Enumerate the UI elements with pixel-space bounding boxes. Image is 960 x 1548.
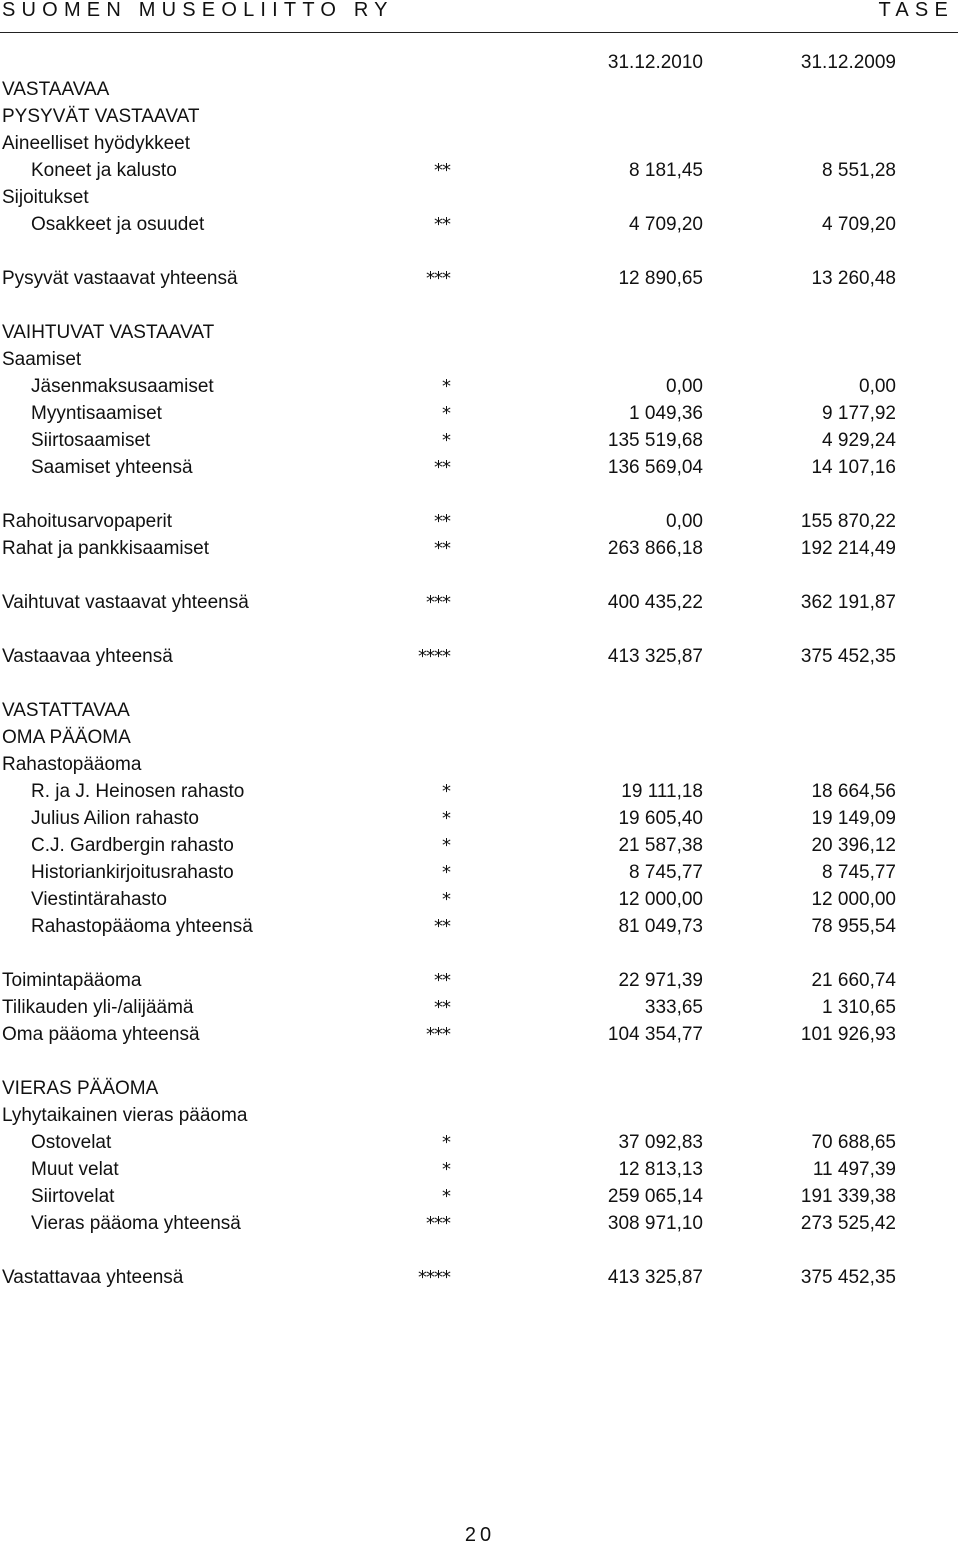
row-label: VAIHTUVAT VASTAAVAT [2, 322, 215, 343]
row-stars: *** [426, 268, 450, 289]
row-label: Jäsenmaksusaamiset [31, 376, 214, 397]
row-label: Oma pääoma yhteensä [2, 1024, 200, 1045]
value-2009: 4 709,20 [822, 214, 896, 235]
row-label: Osakkeet ja osuudet [31, 214, 205, 235]
row-label: Muut velat [31, 1159, 119, 1180]
value-2010: 263 866,18 [607, 538, 703, 559]
row-label: OMA PÄÄOMA [2, 727, 131, 748]
document-header [0, 0, 958, 33]
table-row [0, 373, 960, 400]
value-2009: 8 745,77 [822, 862, 896, 883]
row-stars: * [442, 1159, 450, 1180]
value-2010: 135 519,68 [607, 430, 703, 451]
row-stars: ** [434, 970, 450, 991]
value-2009: 70 688,65 [811, 1132, 896, 1153]
table-row [0, 184, 960, 211]
value-2010: 19 111,18 [621, 781, 703, 802]
table-row [0, 1156, 960, 1183]
table-row [0, 346, 960, 373]
table-row [0, 454, 960, 481]
value-2009: 21 660,74 [811, 970, 896, 991]
table-row [0, 967, 960, 994]
table-row [0, 319, 960, 346]
row-label: VIERAS PÄÄOMA [2, 1078, 159, 1099]
value-2009: 101 926,93 [800, 1024, 896, 1045]
value-2009: 14 107,16 [811, 457, 896, 478]
row-stars: ** [434, 214, 450, 235]
table-row [0, 1129, 960, 1156]
row-label: Siirtosaamiset [31, 430, 151, 451]
row-label: Vastaavaa yhteensä [2, 646, 173, 667]
value-2010: 0,00 [666, 511, 703, 532]
table-row [0, 508, 960, 535]
value-2009: 273 525,42 [800, 1213, 896, 1234]
row-label: VASTATTAVAA [2, 700, 130, 721]
table-row [0, 76, 960, 103]
row-stars: ** [434, 538, 450, 559]
row-stars: * [442, 889, 450, 910]
row-stars: ** [434, 457, 450, 478]
table-row [0, 859, 960, 886]
value-2010: 81 049,73 [618, 916, 703, 937]
row-label: Myyntisaamiset [31, 403, 162, 424]
value-2010: 19 605,40 [618, 808, 703, 829]
table-row [0, 400, 960, 427]
row-label: Historiankirjoitusrahasto [31, 862, 234, 883]
value-2010: 308 971,10 [607, 1213, 703, 1234]
table-row [0, 1075, 960, 1102]
value-2010: 37 092,83 [618, 1132, 703, 1153]
row-stars: ** [434, 997, 450, 1018]
row-label: Vieras pääoma yhteensä [31, 1213, 241, 1234]
row-label: Viestintärahasto [31, 889, 167, 910]
table-row [0, 265, 960, 292]
value-2010: 400 435,22 [607, 592, 703, 613]
table-row [0, 157, 960, 184]
value-2010: 333,65 [644, 997, 703, 1018]
row-label: Aineelliset hyödykkeet [2, 133, 190, 154]
value-2009: 8 551,28 [822, 160, 896, 181]
row-label: Tilikauden yli-/alijäämä [2, 997, 194, 1018]
row-stars: **** [418, 646, 450, 667]
row-label: Sijoitukset [2, 187, 89, 208]
table-row [0, 589, 960, 616]
value-2010: 8 745,77 [629, 862, 703, 883]
row-label: C.J. Gardbergin rahasto [31, 835, 234, 856]
value-2010: 8 181,45 [629, 160, 703, 181]
value-2010: 4 709,20 [629, 214, 703, 235]
value-2009: 18 664,56 [811, 781, 896, 802]
table-row [0, 805, 960, 832]
row-stars: * [442, 403, 450, 424]
row-stars: * [442, 1132, 450, 1153]
row-label: Rahat ja pankkisaamiset [2, 538, 209, 559]
row-label: Lyhytaikainen vieras pääoma [2, 1105, 248, 1126]
row-label: Rahastopääoma yhteensä [31, 916, 253, 937]
section-title: TASE [878, 0, 954, 21]
row-stars: *** [426, 1213, 450, 1234]
row-label: VASTAAVAA [2, 79, 110, 100]
value-2009: 12 000,00 [811, 889, 896, 910]
value-2010: 413 325,87 [607, 646, 703, 667]
row-stars: ** [434, 916, 450, 937]
value-2009: 13 260,48 [811, 268, 896, 289]
value-2010: 136 569,04 [607, 457, 703, 478]
row-label: Julius Ailion rahasto [31, 808, 199, 829]
table-row [0, 913, 960, 940]
row-label: Pysyvät vastaavat yhteensä [2, 268, 238, 289]
table-row [0, 994, 960, 1021]
table-row [0, 1102, 960, 1129]
row-label: Ostovelat [31, 1132, 112, 1153]
row-stars: * [442, 781, 450, 802]
row-stars: * [442, 835, 450, 856]
value-2010: 1 049,36 [629, 403, 703, 424]
table-row [0, 832, 960, 859]
value-2010: 104 354,77 [607, 1024, 703, 1045]
value-2009: 4 929,24 [822, 430, 896, 451]
value-2009: 0,00 [859, 376, 896, 397]
table-row [0, 1264, 960, 1291]
value-2009: 1 310,65 [822, 997, 896, 1018]
value-2010: 259 065,14 [607, 1186, 703, 1207]
table-row [0, 130, 960, 157]
value-2010: 413 325,87 [607, 1267, 703, 1288]
row-stars: * [442, 1186, 450, 1207]
table-row [0, 697, 960, 724]
organization-name: SUOMEN MUSEOLIITTO RY [2, 0, 394, 21]
row-label: R. ja J. Heinosen rahasto [31, 781, 245, 802]
column-header-2009: 31.12.2009 [800, 52, 896, 73]
table-row [0, 751, 960, 778]
row-label: Saamiset yhteensä [31, 457, 193, 478]
value-2009: 375 452,35 [800, 1267, 896, 1288]
row-label: Saamiset [2, 349, 82, 370]
row-stars: *** [426, 1024, 450, 1045]
table-row [0, 427, 960, 454]
value-2010: 22 971,39 [618, 970, 703, 991]
table-row [0, 643, 960, 670]
row-label: Rahastopääoma [2, 754, 142, 775]
row-stars: **** [418, 1267, 450, 1288]
value-2009: 192 214,49 [800, 538, 896, 559]
value-2010: 12 890,65 [618, 268, 703, 289]
value-2009: 11 497,39 [812, 1159, 896, 1180]
row-stars: * [442, 430, 450, 451]
value-2009: 19 149,09 [811, 808, 896, 829]
row-stars: ** [434, 511, 450, 532]
value-2009: 78 955,54 [811, 916, 896, 937]
row-label: Vaihtuvat vastaavat yhteensä [2, 592, 249, 613]
row-label: Rahoitusarvopaperit [2, 511, 173, 532]
row-stars: * [442, 376, 450, 397]
table-row [0, 886, 960, 913]
row-stars: *** [426, 592, 450, 613]
value-2010: 12 000,00 [618, 889, 703, 910]
row-stars: ** [434, 160, 450, 181]
column-header-2010: 31.12.2010 [607, 52, 703, 73]
column-headers [0, 49, 960, 76]
value-2009: 9 177,92 [822, 403, 896, 424]
page-number: 20 [464, 1524, 496, 1546]
table-row [0, 1210, 960, 1237]
row-label: Siirtovelat [31, 1186, 115, 1207]
value-2010: 12 813,13 [618, 1159, 703, 1180]
value-2009: 375 452,35 [800, 646, 896, 667]
table-row [0, 778, 960, 805]
table-row [0, 103, 960, 130]
row-stars: * [442, 862, 450, 883]
value-2009: 155 870,22 [800, 511, 896, 532]
table-row [0, 1021, 960, 1048]
value-2009: 191 339,38 [800, 1186, 896, 1207]
row-stars: * [442, 808, 450, 829]
row-label: Vastattavaa yhteensä [2, 1267, 184, 1288]
value-2009: 362 191,87 [800, 592, 896, 613]
row-label: Koneet ja kalusto [31, 160, 177, 181]
table-row [0, 535, 960, 562]
value-2010: 0,00 [666, 376, 703, 397]
row-label: PYSYVÄT VASTAAVAT [2, 106, 200, 127]
table-row [0, 211, 960, 238]
value-2010: 21 587,38 [618, 835, 703, 856]
table-row [0, 724, 960, 751]
value-2009: 20 396,12 [811, 835, 896, 856]
row-label: Toimintapääoma [2, 970, 142, 991]
table-row [0, 1183, 960, 1210]
